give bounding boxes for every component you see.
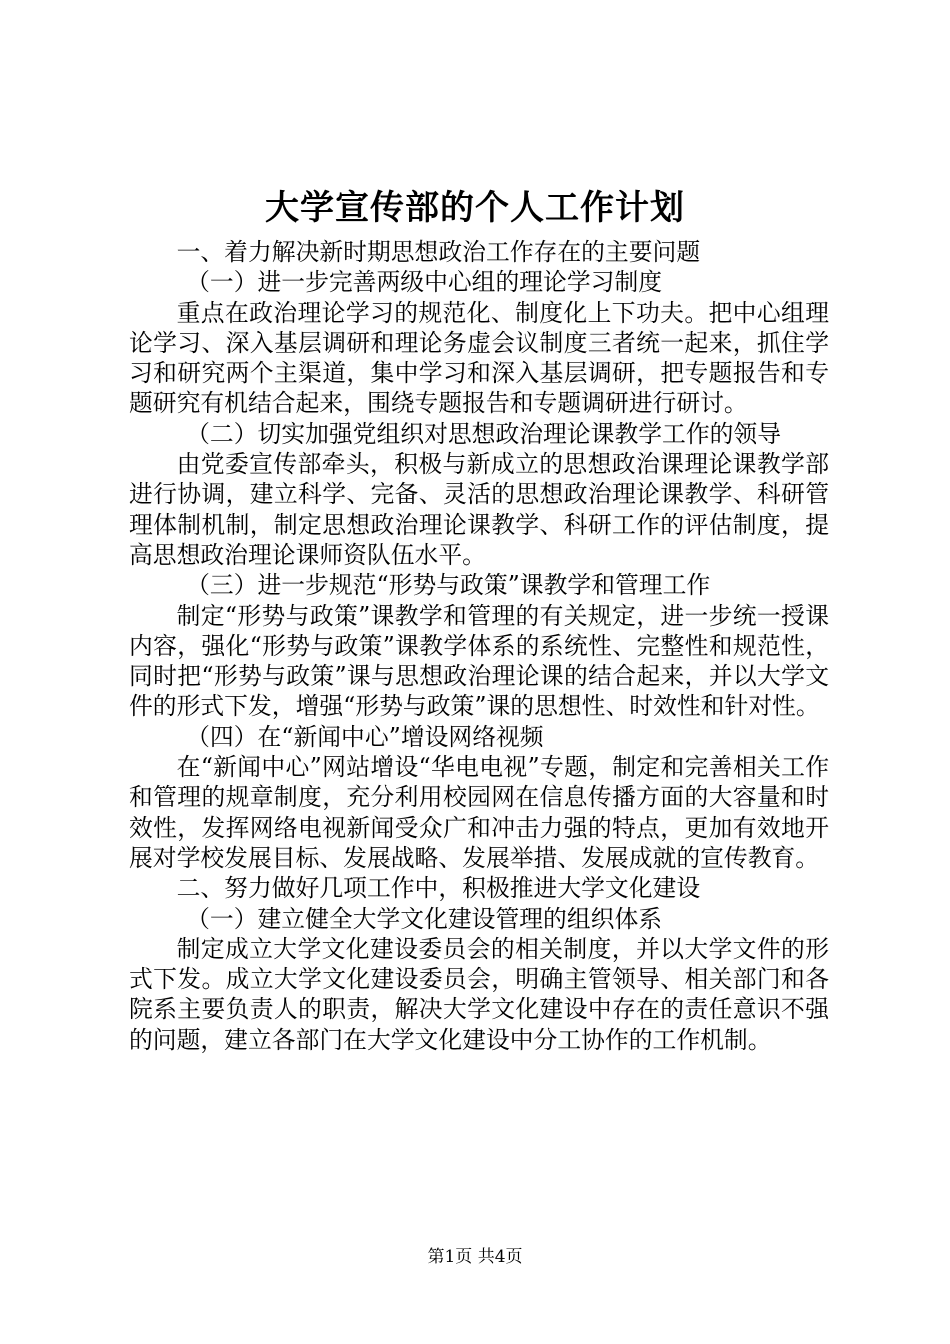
- section-heading: 二、努力做好几项工作中，积极推进大学文化建设: [176, 874, 701, 903]
- subsection-heading: （二）切实加强党组织对思想政治理论课教学工作的领导: [186, 419, 782, 448]
- document-body: [129, 237, 829, 1055]
- body-paragraph: 重点在政治理论学习的规范化、制度化上下功夫。把中心组理论学习、深入基层调研和理论务虚会议制度三者统一起来，抓住学习和研究两个主渠道，集中学习和深入基层调研，把专题报告和专题研究有机结合起来，围绕专题报告和专题调研进行研讨。: [129, 298, 829, 418]
- page-footer: 第1页 共4页: [427, 1247, 523, 1267]
- subsection-heading: （四）在“新闻中心”增设网络视频: [186, 722, 544, 751]
- body-paragraph: 制定成立大学文化建设委员会的相关制度，并以大学文件的形式下发。成立大学文化建设委员会，明确主管领导、相关部门和各院系主要负责人的职责，解决大学文化建设中存在的责任意识不强的问题，建立各部门在大学文化建设中分工协作的工作机制。: [129, 934, 829, 1054]
- section-heading: 一、着力解决新时期思想政治工作存在的主要问题: [176, 238, 701, 266]
- document-title: 大学宣传部的个人工作计划: [265, 188, 685, 228]
- subsection-heading: （一）进一步完善两级中心组的理论学习制度: [186, 268, 663, 297]
- subsection-heading: （一）建立健全大学文化建设管理的组织体系: [186, 904, 663, 933]
- body-paragraph: 由党委宣传部牵头，积极与新成立的思想政治课理论课教学部进行协调，建立科学、完备、灵活的思想政治理论课教学、科研管理体制机制，制定思想政治理论课教学、科研工作的评估制度，提高思想政治理论课师资队伍水平。: [129, 450, 829, 569]
- subsection-heading: （三）进一步规范“形势与政策”课教学和管理工作: [186, 571, 711, 600]
- body-paragraph: 制定“形势与政策”课教学和管理的有关规定，进一步统一授课内容，强化“形势与政策”课教学体系的系统性、完整性和规范性，同时把“形势与政策”课与思想政治理论课的结合起来，并以大学文件的形式下发，增强“形势与政策”课的思想性、时效性和针对性。: [129, 601, 829, 721]
- body-paragraph: 在“新闻中心”网站增设“华电电视”专题，制定和完善相关工作和管理的规章制度，充分利用校园网在信息传播方面的大容量和时效性，发挥网络电视新闻受众广和冲击力强的特点，更加有效地开展对学校发展目标、发展战略、发展举措、发展成就的宣传教育。: [129, 753, 829, 872]
